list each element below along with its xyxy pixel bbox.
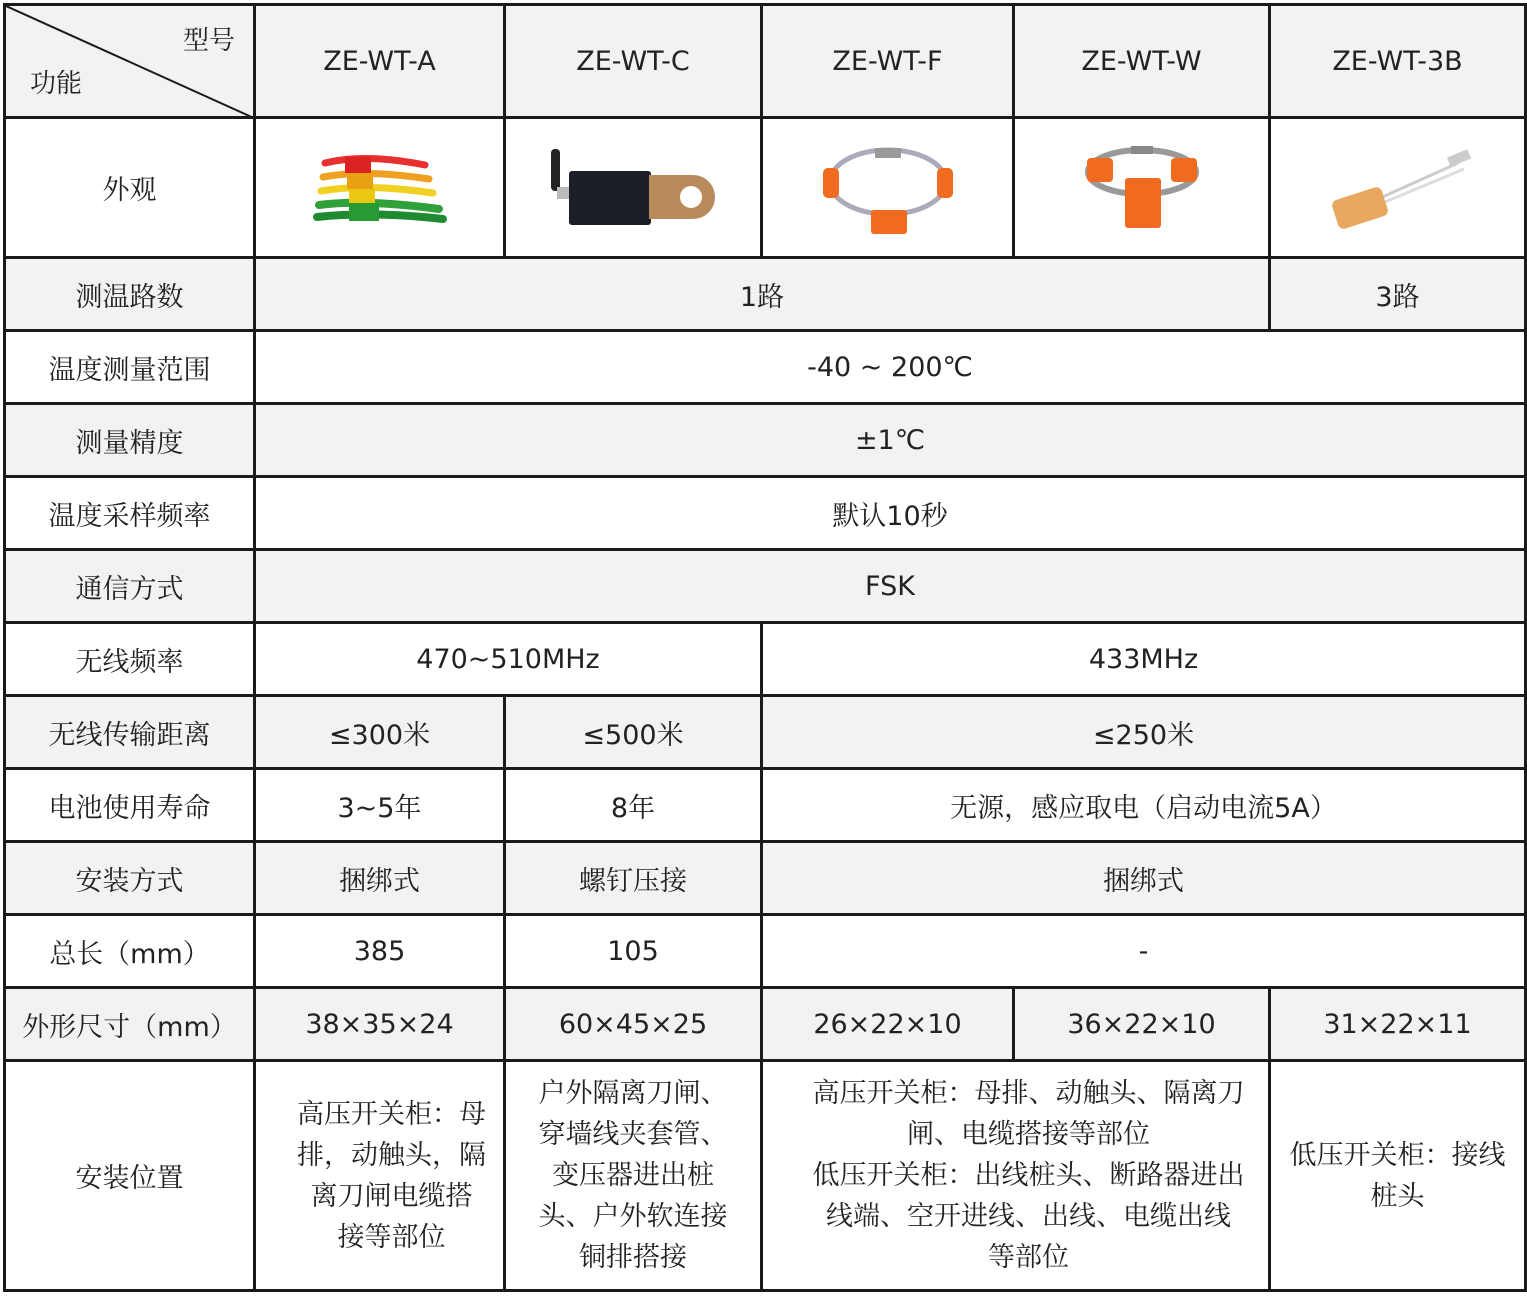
row-label: 无线频率	[5, 623, 255, 696]
model-a: ZE-WT-A	[255, 5, 505, 118]
dimensions-value-2: 60×45×25	[505, 988, 762, 1061]
product-image-f	[762, 118, 1014, 258]
product-image-w	[1014, 118, 1270, 258]
row-label: 温度测量范围	[5, 331, 255, 404]
install-value-1: 捆绑式	[255, 842, 505, 915]
install-row	[5, 842, 1526, 915]
distance-value-3: ≤250米	[762, 696, 1526, 769]
row-label: 温度采样频率	[5, 477, 255, 550]
distance-value-1: ≤300米	[255, 696, 505, 769]
install-value-3: 捆绑式	[762, 842, 1526, 915]
product-image-c	[505, 118, 762, 258]
location-fw: 高压开关柜：母排、动触头、隔离刀 闸、电缆搭接等部位 低压开关柜：出线桩头、断路器进出 线端、空开进线、出线、电缆出线 等部位	[762, 1061, 1270, 1291]
channels-value-2: 3路	[1270, 258, 1526, 331]
row-label: 外观	[5, 118, 255, 258]
location-row	[5, 1061, 1526, 1291]
product-image-3b	[1270, 118, 1526, 258]
channels-row	[5, 258, 1526, 331]
distance-value-2: ≤500米	[505, 696, 762, 769]
row-label: 安装位置	[5, 1061, 255, 1291]
location-c: 户外隔离刀闸、 穿墙线夹套管、 变压器进出桩 头、户外软连接 铜排搭接	[505, 1061, 762, 1291]
appearance-row	[5, 118, 1526, 258]
row-label: 无线传输距离	[5, 696, 255, 769]
freq-value-2: 433MHz	[762, 623, 1526, 696]
dimensions-value-3: 26×22×10	[762, 988, 1014, 1061]
spec-table	[3, 3, 1527, 1292]
row-label: 总长（mm）	[5, 915, 255, 988]
dimensions-row	[5, 988, 1526, 1061]
model-f: ZE-WT-F	[762, 5, 1014, 118]
battery-value-2: 8年	[505, 769, 762, 842]
range-value: -40 ~ 200℃	[255, 331, 1526, 404]
distance-row	[5, 696, 1526, 769]
model-w: ZE-WT-W	[1014, 5, 1270, 118]
corner-function-label: 功能	[30, 69, 83, 99]
comm-value: FSK	[255, 550, 1526, 623]
location-a: 高压开关柜：母 排，动触头，隔 离刀闸电缆搭 接等部位	[255, 1061, 505, 1291]
battery-row	[5, 769, 1526, 842]
row-label: 安装方式	[5, 842, 255, 915]
dimensions-value-1: 38×35×24	[255, 988, 505, 1061]
model-c: ZE-WT-C	[505, 5, 762, 118]
corner-model-label: 型号	[182, 26, 235, 56]
location-3b: 低压开关柜：接线 桩头	[1270, 1061, 1526, 1291]
dimensions-value-4: 36×22×10	[1014, 988, 1270, 1061]
row-label: 测量精度	[5, 404, 255, 477]
header-row	[5, 5, 1526, 118]
sampling-row	[5, 477, 1526, 550]
freq-row	[5, 623, 1526, 696]
dimensions-value-5: 31×22×11	[1270, 988, 1526, 1061]
row-label: 外形尺寸（mm）	[5, 988, 255, 1061]
model-3b: ZE-WT-3B	[1270, 5, 1526, 118]
comm-row	[5, 550, 1526, 623]
channels-value-1: 1路	[255, 258, 1270, 331]
corner-cell	[5, 5, 255, 118]
freq-value-1: 470~510MHz	[255, 623, 762, 696]
row-label: 测温路数	[5, 258, 255, 331]
accuracy-row	[5, 404, 1526, 477]
row-label: 电池使用寿命	[5, 769, 255, 842]
sampling-value: 默认10秒	[255, 477, 1526, 550]
row-label: 通信方式	[5, 550, 255, 623]
length-value-2: 105	[505, 915, 762, 988]
length-value-1: 385	[255, 915, 505, 988]
length-value-3: -	[762, 915, 1526, 988]
battery-value-1: 3~5年	[255, 769, 505, 842]
install-value-2: 螺钉压接	[505, 842, 762, 915]
range-row	[5, 331, 1526, 404]
accuracy-value: ±1℃	[255, 404, 1526, 477]
product-image-a	[255, 118, 505, 258]
battery-value-3: 无源，感应取电（启动电流5A）	[762, 769, 1526, 842]
length-row	[5, 915, 1526, 988]
